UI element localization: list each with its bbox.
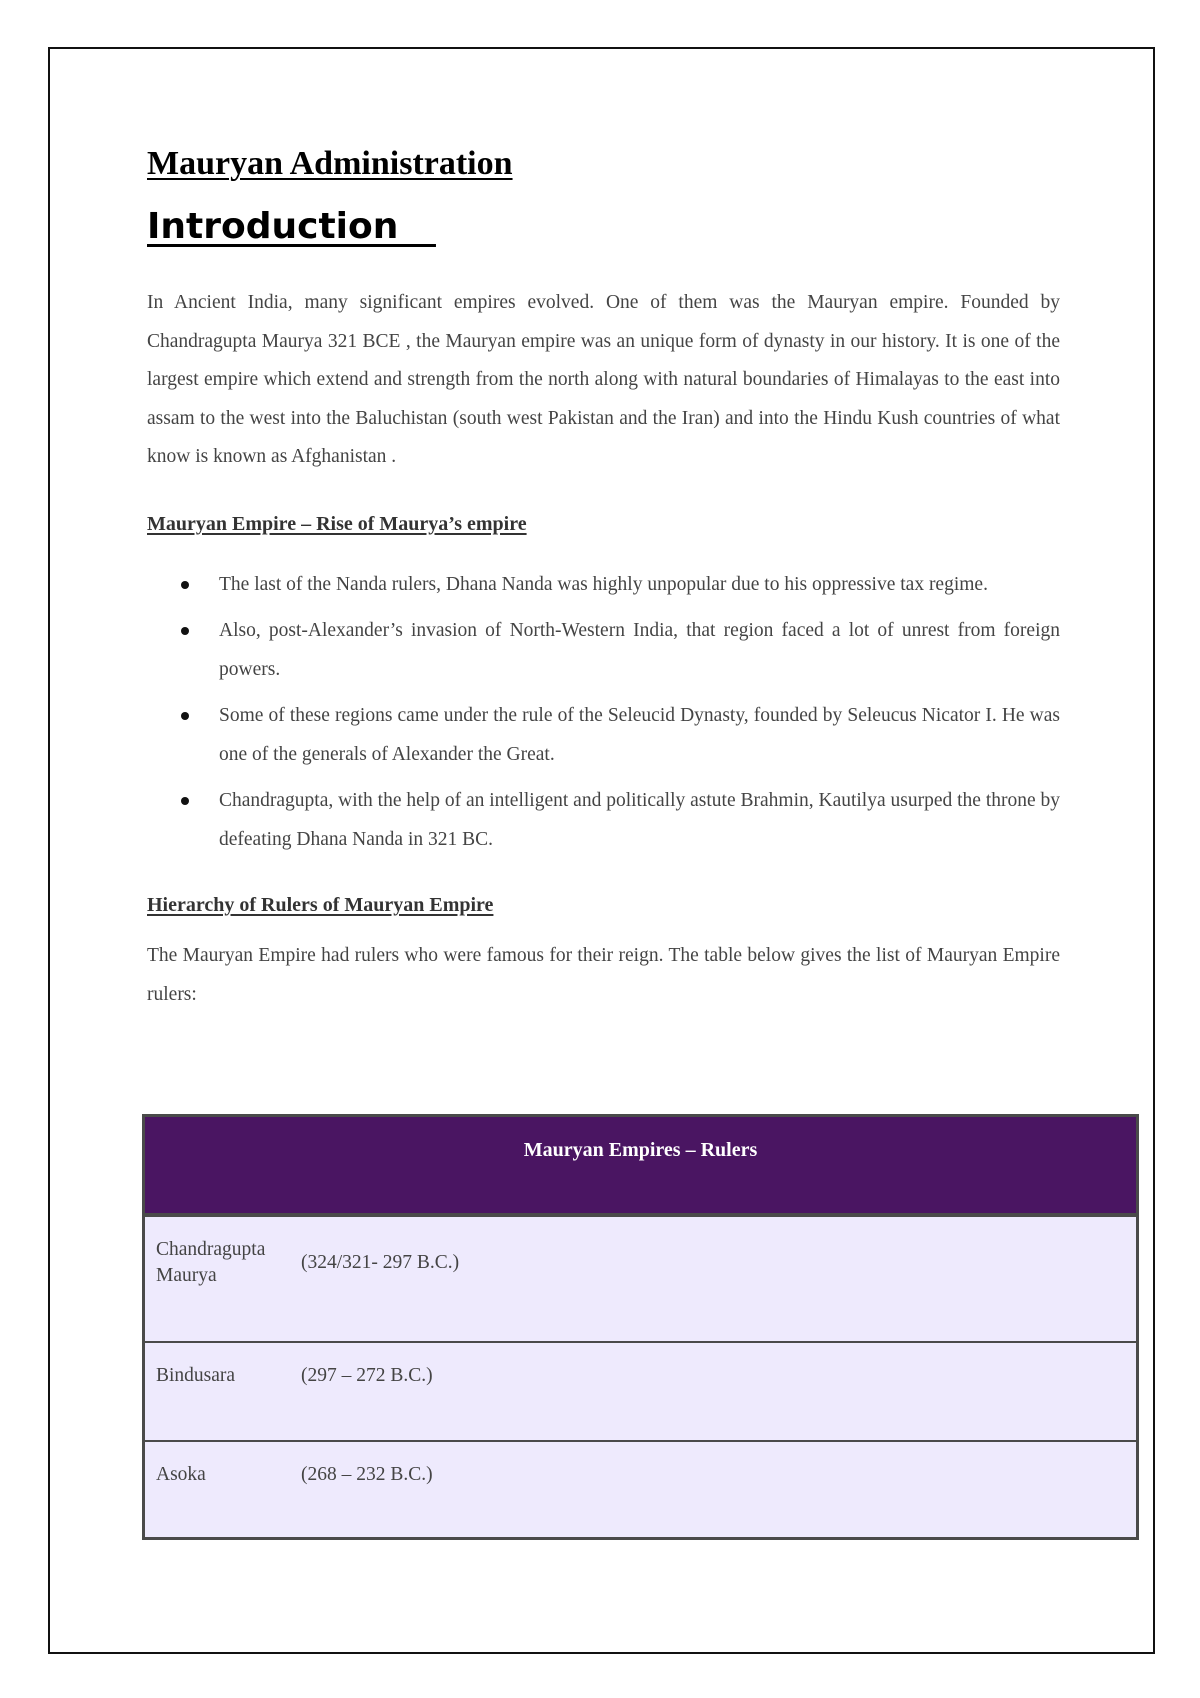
list-item <box>147 782 1060 859</box>
bullet-text: Chandragupta, with the help of an intelligent and politically astute Brahmin, Kautilya usurped the throne by defeating Dhana Nanda in 321 BC. <box>219 790 1061 850</box>
table-row <box>145 1440 1136 1537</box>
table-row <box>145 1341 1136 1440</box>
bullet-icon <box>181 581 189 589</box>
bullet-icon <box>181 627 189 635</box>
ruler-name-cell: Chandragupta Maurya <box>156 1239 266 1286</box>
introduction-paragraph: In Ancient India, many significant empires evolved. One of them was the Mauryan empire. Founded by Chandragupta Maurya 321 BCE , the Mauryan empire was an unique form of dynasty in our history. It is one of the largest empire which extend and strength from the north along with natural boundaries of Himalayas to the east into assam to the west into the Baluchistan (south west Pakistan and the Iran) and into the Hindu Kush countries of what know is known as Afghanistan . <box>147 292 1060 467</box>
hierarchy-paragraph: The Mauryan Empire had rulers who were famous for their reign. The table below gives the list of Mauryan Empire rulers: <box>147 945 1060 1005</box>
document-title: Mauryan Administration <box>147 145 513 182</box>
list-item <box>147 697 1060 774</box>
reign-period-cell: (297 – 272 B.C.) <box>301 1365 433 1386</box>
bullet-text: The last of the Nanda rulers, Dhana Nanda was highly unpopular due to his oppressive tax regime. <box>219 573 988 595</box>
reign-period-cell: (324/321- 297 B.C.) <box>301 1252 460 1273</box>
introduction-heading: Introduction <box>147 206 436 247</box>
bullet-icon <box>181 797 189 805</box>
bullet-text: Some of these regions came under the rule of the Seleucid Dynasty, founded by Seleucus Nicator I. He was one of the generals of Alexander the Great. <box>219 705 1060 765</box>
reign-period-cell: (268 – 232 B.C.) <box>301 1464 433 1485</box>
ruler-name-cell: Asoka <box>156 1464 206 1485</box>
hierarchy-section-heading: Hierarchy of Rulers of Mauryan Empire <box>147 894 494 916</box>
table-row <box>145 1215 1136 1341</box>
ruler-name-cell: Bindusara <box>156 1365 236 1386</box>
list-item <box>147 612 1060 689</box>
bullet-text: Also, post-Alexander’s invasion of North-Western India, that region faced a lot of unrest from foreign powers. <box>219 620 1060 680</box>
table-header: Mauryan Empires – Rulers <box>145 1117 1136 1215</box>
list-item <box>147 566 1060 605</box>
rise-bullet-list <box>147 566 1060 860</box>
rise-section-heading: Mauryan Empire – Rise of Maurya’s empire <box>147 512 527 535</box>
document-body <box>147 140 1060 1014</box>
bullet-icon <box>181 712 189 720</box>
rulers-table <box>142 1114 1139 1540</box>
